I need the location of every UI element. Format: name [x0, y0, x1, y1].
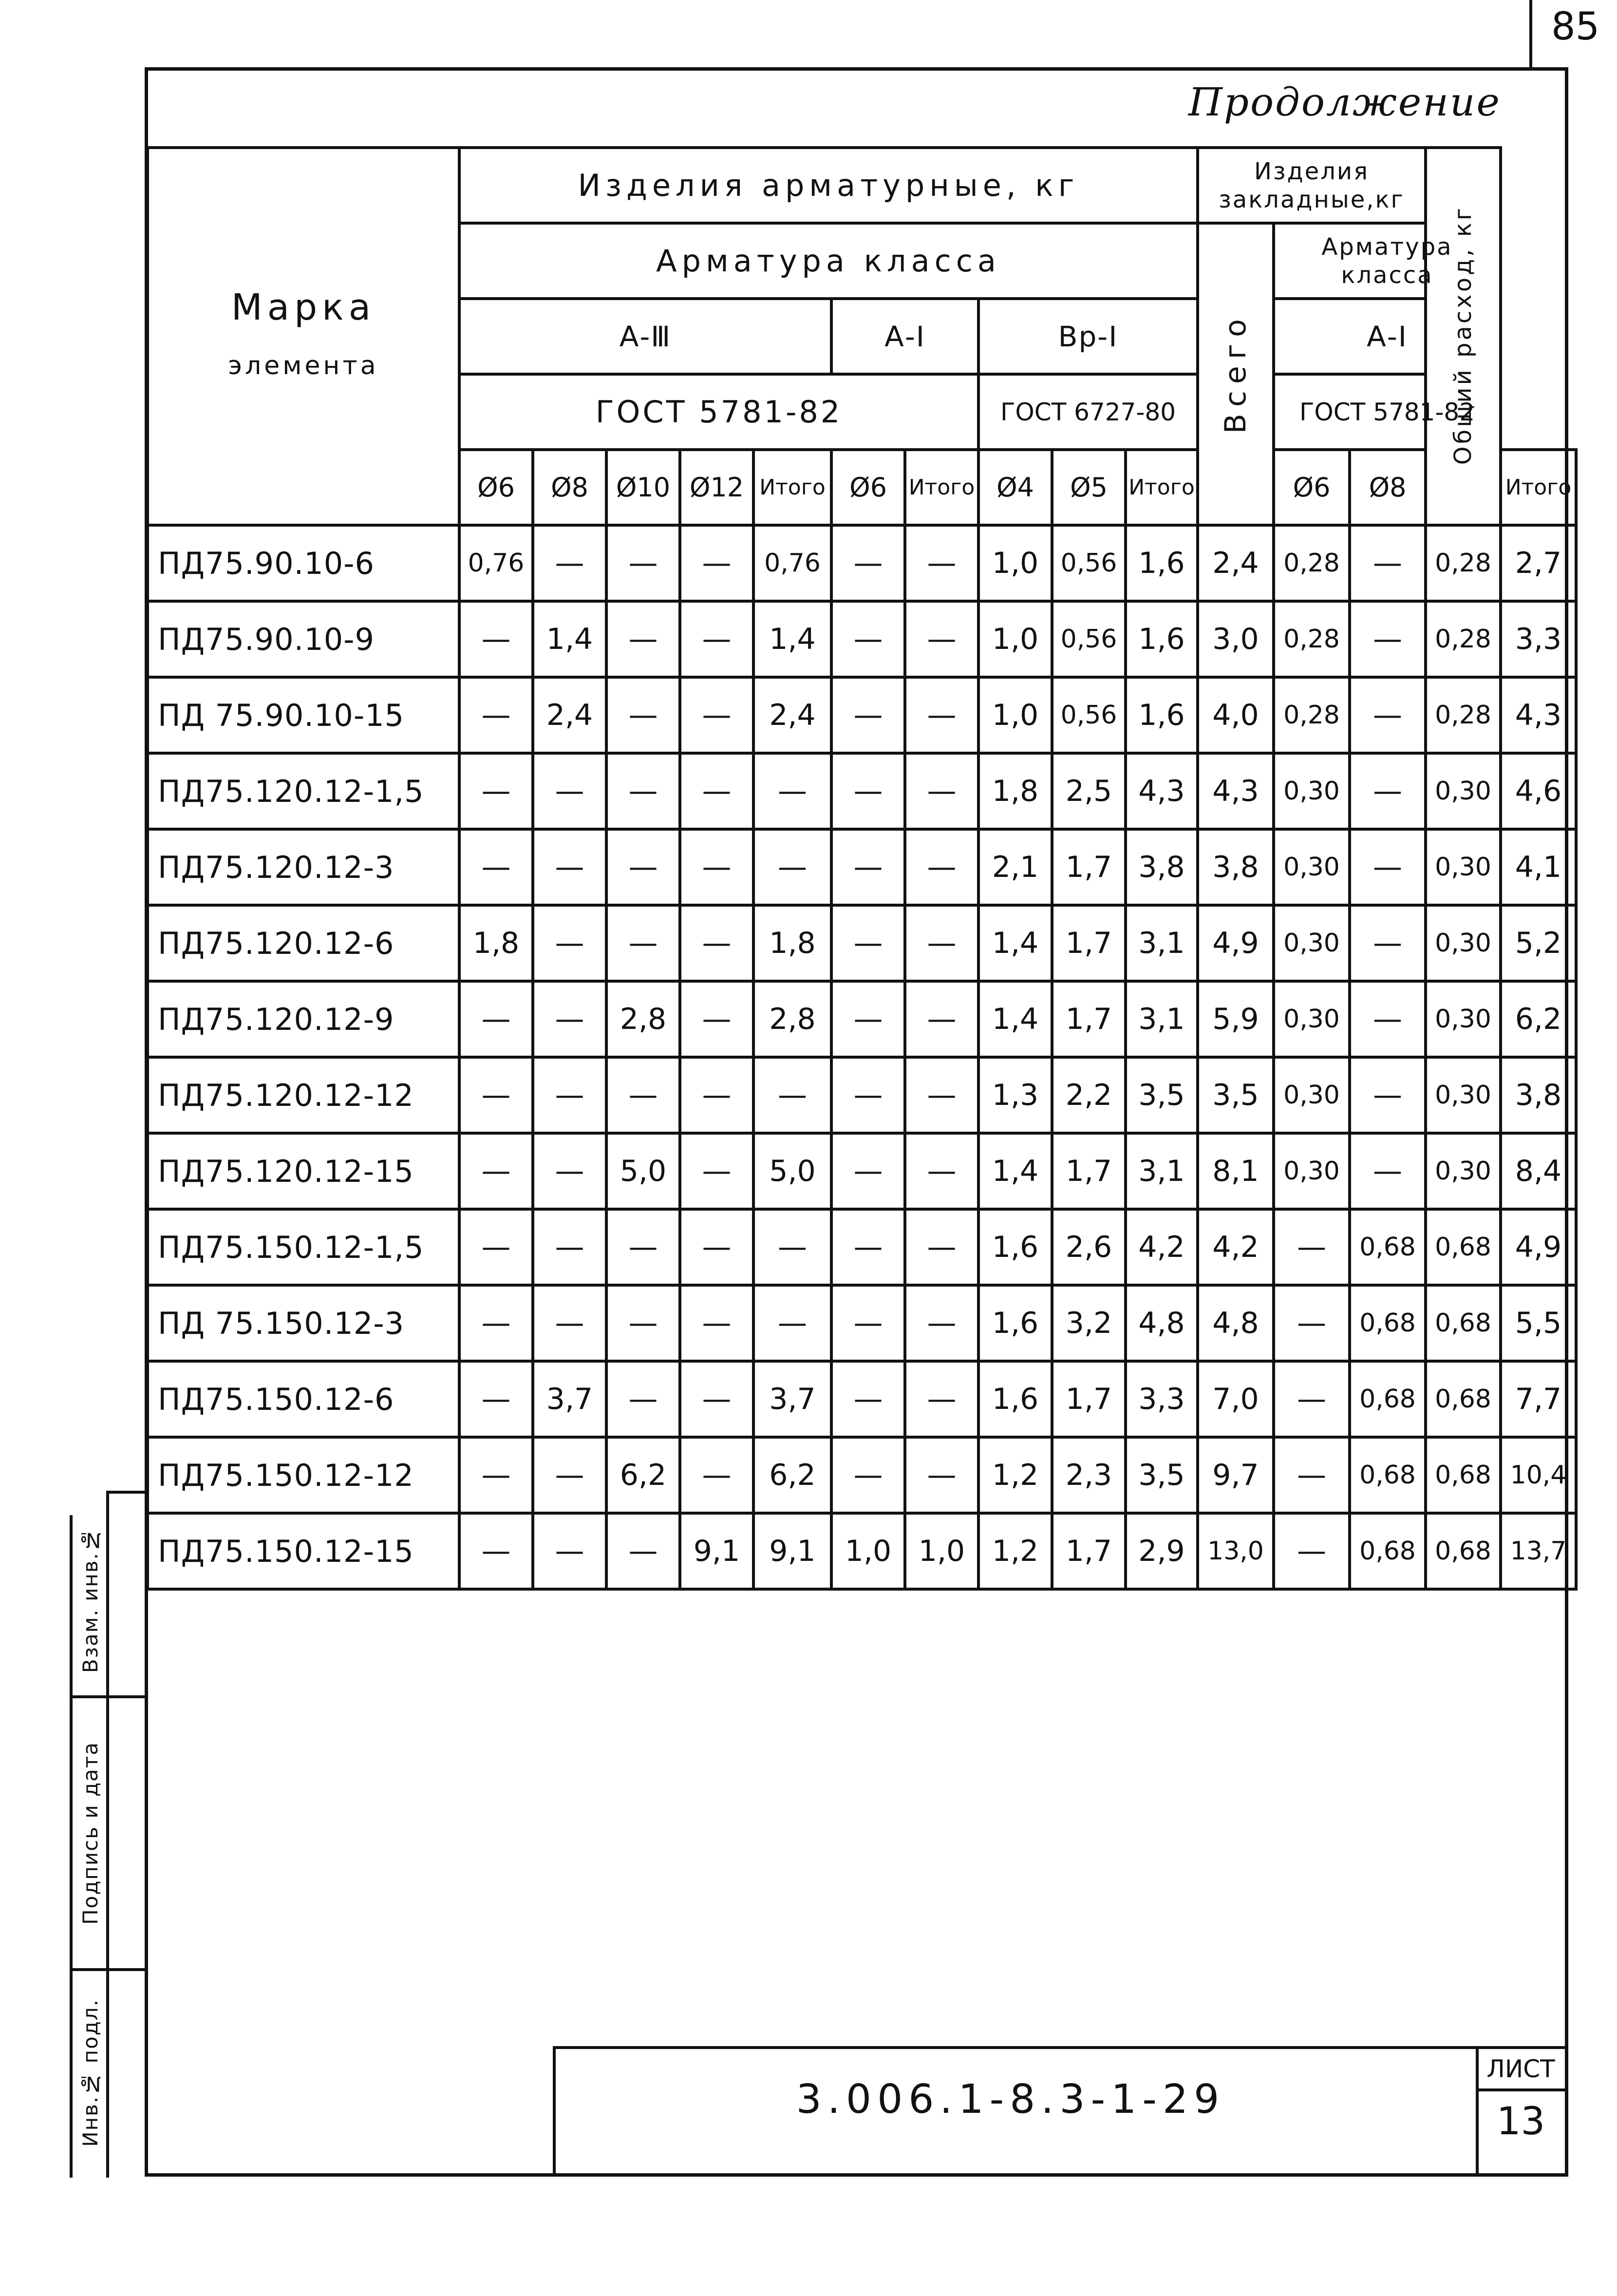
value-cell: 0,30 [1274, 981, 1350, 1057]
value-cell: — [680, 829, 753, 905]
value-cell: 1,0 [831, 1513, 905, 1589]
element-mark-cell: ПД75.120.12-9 [148, 981, 459, 1057]
value-cell: 0,30 [1426, 905, 1501, 981]
value-cell: — [1274, 1437, 1350, 1513]
value-cell: 0,76 [459, 525, 533, 601]
class-a3-header: А-Ⅲ [459, 299, 831, 374]
value-cell: 1,4 [978, 1133, 1052, 1209]
element-header: элемента [228, 351, 379, 380]
table-row [148, 677, 1576, 753]
continuation-label: Продолжение [1188, 79, 1501, 125]
reinforcement-class-emb-header: Арматура класса [1274, 223, 1501, 299]
frame-top [146, 67, 1568, 71]
value-cell: 3,1 [1126, 981, 1198, 1057]
value-cell: — [905, 981, 978, 1057]
value-cell: — [680, 905, 753, 981]
value-cell: 0,30 [1426, 829, 1501, 905]
value-cell: 0,30 [1274, 753, 1350, 829]
value-cell: 0,28 [1426, 677, 1501, 753]
value-cell: — [533, 1285, 606, 1361]
stamp-signature-date-label: Подпись и дата [78, 1741, 102, 1925]
value-cell: 2,5 [1052, 753, 1126, 829]
value-cell: 0,28 [1274, 525, 1350, 601]
subheader-cell: Ø6 [1274, 450, 1350, 525]
value-cell: 0,68 [1350, 1513, 1426, 1589]
value-cell: — [606, 1513, 680, 1589]
subheader-cell: Ø10 [606, 450, 680, 525]
value-cell: 3,7 [753, 1361, 831, 1437]
value-cell: — [1350, 1133, 1426, 1209]
value-cell: — [1350, 677, 1426, 753]
value-cell: 0,68 [1426, 1209, 1501, 1285]
value-cell: 4,8 [1126, 1285, 1198, 1361]
total-all-header: Всего [1219, 312, 1253, 434]
value-cell: 0,28 [1274, 601, 1350, 677]
value-cell: 1,7 [1052, 1133, 1126, 1209]
element-mark-cell: ПД 75.90.10-15 [148, 677, 459, 753]
subheader-cell: Ø12 [680, 450, 753, 525]
value-cell: 0,56 [1052, 677, 1126, 753]
value-cell: — [831, 525, 905, 601]
header-row-1 [148, 148, 1576, 223]
value-cell: 0,30 [1274, 1133, 1350, 1209]
table-row [148, 753, 1576, 829]
value-cell: 3,5 [1198, 1057, 1274, 1133]
value-cell: — [1350, 525, 1426, 601]
table-row [148, 1361, 1576, 1437]
value-cell: 0,30 [1426, 981, 1501, 1057]
value-cell: 0,28 [1426, 601, 1501, 677]
value-cell: 5,9 [1198, 981, 1274, 1057]
value-cell: — [905, 1057, 978, 1133]
value-cell: 0,56 [1052, 525, 1126, 601]
value-cell: — [831, 1361, 905, 1437]
value-cell: 10,4 [1501, 1437, 1576, 1513]
value-cell: 0,76 [753, 525, 831, 601]
value-cell: 1,0 [978, 601, 1052, 677]
value-cell: — [753, 829, 831, 905]
value-cell: 1,4 [533, 601, 606, 677]
value-cell: 1,6 [1126, 525, 1198, 601]
value-cell: 1,8 [459, 905, 533, 981]
value-cell: — [533, 1133, 606, 1209]
subheader-cell: Ø8 [1350, 450, 1426, 525]
value-cell: — [606, 601, 680, 677]
value-cell: — [606, 829, 680, 905]
value-cell: 6,2 [1501, 981, 1576, 1057]
value-cell: 1,4 [753, 601, 831, 677]
value-cell: — [753, 1057, 831, 1133]
value-cell: 1,3 [978, 1057, 1052, 1133]
value-cell: — [459, 1209, 533, 1285]
value-cell: 4,3 [1126, 753, 1198, 829]
value-cell: 1,6 [978, 1285, 1052, 1361]
element-mark-cell: ПД75.90.10-9 [148, 601, 459, 677]
value-cell: 1,7 [1052, 1361, 1126, 1437]
value-cell: 0,30 [1426, 1133, 1501, 1209]
value-cell: — [831, 677, 905, 753]
value-cell: 0,68 [1350, 1361, 1426, 1437]
value-cell: — [680, 753, 753, 829]
subheader-cell: Ø6 [831, 450, 905, 525]
value-cell: 2,9 [1126, 1513, 1198, 1589]
mark-header-cell [148, 148, 459, 525]
value-cell: 2,8 [753, 981, 831, 1057]
table-row [148, 1209, 1576, 1285]
titleblock-top [553, 2046, 1568, 2049]
class-a1-header: А-I [831, 299, 978, 374]
value-cell: — [1274, 1361, 1350, 1437]
value-cell: 3,8 [1126, 829, 1198, 905]
value-cell: — [1274, 1209, 1350, 1285]
value-cell: 4,2 [1126, 1209, 1198, 1285]
element-mark-cell: ПД75.90.10-6 [148, 525, 459, 601]
table-row [148, 905, 1576, 981]
gost-6727-header: ГОСТ 6727-80 [978, 374, 1198, 450]
value-cell: — [905, 601, 978, 677]
value-cell: 5,5 [1501, 1285, 1576, 1361]
value-cell: 6,2 [753, 1437, 831, 1513]
value-cell: — [606, 1285, 680, 1361]
value-cell: — [680, 1209, 753, 1285]
value-cell: — [753, 1285, 831, 1361]
value-cell: — [1350, 753, 1426, 829]
value-cell: 4,8 [1198, 1285, 1274, 1361]
value-cell: 9,1 [680, 1513, 753, 1589]
value-cell: 3,3 [1126, 1361, 1198, 1437]
value-cell: — [680, 1361, 753, 1437]
stamp-inv-orig [73, 1973, 107, 2173]
value-cell: — [680, 525, 753, 601]
value-cell: 1,6 [1126, 677, 1198, 753]
value-cell: 4,2 [1198, 1209, 1274, 1285]
reinforcement-products-header: Изделия арматурные, кг [459, 148, 1198, 223]
value-cell: — [905, 905, 978, 981]
value-cell: — [905, 1209, 978, 1285]
table-row [148, 1437, 1576, 1513]
value-cell: 2,8 [606, 981, 680, 1057]
value-cell: — [905, 677, 978, 753]
value-cell: 2,4 [533, 677, 606, 753]
value-cell: — [533, 753, 606, 829]
value-cell: — [905, 1361, 978, 1437]
value-cell: 3,5 [1126, 1437, 1198, 1513]
value-cell: — [753, 1209, 831, 1285]
subheader-cell: Ø4 [978, 450, 1052, 525]
value-cell: 1,6 [978, 1361, 1052, 1437]
value-cell: — [1350, 1057, 1426, 1133]
value-cell: 0,68 [1350, 1285, 1426, 1361]
value-cell: 3,7 [533, 1361, 606, 1437]
value-cell: 1,8 [753, 905, 831, 981]
value-cell: 1,2 [978, 1513, 1052, 1589]
table-row [148, 525, 1576, 601]
value-cell: 1,6 [1126, 601, 1198, 677]
value-cell: 0,30 [1426, 753, 1501, 829]
value-cell: — [831, 1285, 905, 1361]
value-cell: — [533, 1513, 606, 1589]
value-cell: 4,3 [1501, 677, 1576, 753]
value-cell: — [533, 829, 606, 905]
value-cell: — [831, 1057, 905, 1133]
value-cell: — [1274, 1513, 1350, 1589]
value-cell: 2,4 [753, 677, 831, 753]
value-cell: — [606, 753, 680, 829]
value-cell: — [606, 1057, 680, 1133]
subheader-cell: Ø6 [459, 450, 533, 525]
value-cell: 4,1 [1501, 829, 1576, 905]
value-cell: — [905, 1285, 978, 1361]
value-cell: 1,2 [978, 1437, 1052, 1513]
value-cell: — [905, 753, 978, 829]
value-cell: 4,3 [1198, 753, 1274, 829]
value-cell: — [606, 1209, 680, 1285]
value-cell: — [606, 905, 680, 981]
element-mark-cell: ПД75.150.12-1,5 [148, 1209, 459, 1285]
value-cell: — [831, 601, 905, 677]
value-cell: — [680, 677, 753, 753]
value-cell: — [533, 1209, 606, 1285]
value-cell: — [831, 1437, 905, 1513]
value-cell: 3,3 [1501, 601, 1576, 677]
value-cell: — [459, 677, 533, 753]
subheader-cell: Итого [905, 450, 978, 525]
value-cell: 13,0 [1198, 1513, 1274, 1589]
stamp-hline-1 [106, 1491, 148, 1494]
value-cell: 13,7 [1501, 1513, 1576, 1589]
value-cell: 0,68 [1426, 1513, 1501, 1589]
element-mark-cell: ПД75.120.12-3 [148, 829, 459, 905]
value-cell: 3,5 [1126, 1057, 1198, 1133]
value-cell: — [459, 829, 533, 905]
value-cell: 8,1 [1198, 1133, 1274, 1209]
value-cell: 3,8 [1501, 1057, 1576, 1133]
table-row [148, 1133, 1576, 1209]
subheader-cell: Ø8 [533, 450, 606, 525]
value-cell: — [680, 1285, 753, 1361]
value-cell: 9,7 [1198, 1437, 1274, 1513]
subheader-cell: Ø5 [1052, 450, 1126, 525]
value-cell: 1,8 [978, 753, 1052, 829]
table-body [148, 525, 1576, 1589]
value-cell: — [905, 829, 978, 905]
value-cell: — [1350, 601, 1426, 677]
value-cell: 4,9 [1501, 1209, 1576, 1285]
value-cell: 1,4 [978, 905, 1052, 981]
value-cell: — [533, 1437, 606, 1513]
mark-header: Марка [231, 286, 376, 328]
value-cell: 2,7 [1501, 525, 1576, 601]
value-cell: 0,68 [1426, 1437, 1501, 1513]
stamp-signature-date [73, 1700, 107, 1966]
element-mark-cell: ПД75.150.12-12 [148, 1437, 459, 1513]
value-cell: — [831, 905, 905, 981]
value-cell: 4,0 [1198, 677, 1274, 753]
value-cell: — [533, 1057, 606, 1133]
stamp-inv-orig-label: Инв.№ подл. [78, 1999, 102, 2147]
value-cell: — [680, 981, 753, 1057]
value-cell: — [831, 1133, 905, 1209]
value-cell: 0,68 [1350, 1209, 1426, 1285]
value-cell: — [680, 601, 753, 677]
value-cell: 2,3 [1052, 1437, 1126, 1513]
value-cell: 7,7 [1501, 1361, 1576, 1437]
value-cell: 1,6 [978, 1209, 1052, 1285]
value-cell: — [459, 1361, 533, 1437]
value-cell: 0,30 [1426, 1057, 1501, 1133]
value-cell: 7,0 [1198, 1361, 1274, 1437]
document-code: 3.006.1-8.3-1-29 [796, 2076, 1225, 2123]
value-cell: — [831, 829, 905, 905]
value-cell: — [905, 1437, 978, 1513]
value-cell: — [1350, 905, 1426, 981]
value-cell: — [680, 1437, 753, 1513]
value-cell: — [606, 1361, 680, 1437]
value-cell: 1,7 [1052, 981, 1126, 1057]
element-mark-cell: ПД75.120.12-15 [148, 1133, 459, 1209]
value-cell: 2,6 [1052, 1209, 1126, 1285]
element-mark-cell: ПД75.120.12-1,5 [148, 753, 459, 829]
value-cell: — [459, 1057, 533, 1133]
value-cell: — [831, 1209, 905, 1285]
value-cell: — [680, 1057, 753, 1133]
table-row [148, 1057, 1576, 1133]
value-cell: 6,2 [606, 1437, 680, 1513]
reinforcement-table [146, 146, 1578, 1591]
value-cell: — [533, 905, 606, 981]
value-cell: 0,68 [1426, 1361, 1501, 1437]
element-mark-cell: ПД75.150.12-15 [148, 1513, 459, 1589]
sheet-number: 13 [1496, 2100, 1545, 2144]
page-number-divider [1529, 0, 1532, 68]
value-cell: 8,4 [1501, 1133, 1576, 1209]
value-cell: 2,4 [1198, 525, 1274, 601]
value-cell: — [459, 1437, 533, 1513]
value-cell: 9,1 [753, 1513, 831, 1589]
value-cell: 2,1 [978, 829, 1052, 905]
value-cell: 0,68 [1350, 1437, 1426, 1513]
value-cell: 0,28 [1274, 677, 1350, 753]
element-mark-cell: ПД75.150.12-6 [148, 1361, 459, 1437]
subheader-cell: Итого [1126, 450, 1198, 525]
subheader-cell: Итого [1501, 450, 1576, 525]
value-cell: 0,30 [1274, 1057, 1350, 1133]
value-cell: — [459, 753, 533, 829]
value-cell: — [459, 1513, 533, 1589]
value-cell: — [533, 525, 606, 601]
value-cell: — [905, 1133, 978, 1209]
sheet-label: ЛИСТ [1486, 2055, 1555, 2083]
value-cell: 1,0 [978, 525, 1052, 601]
value-cell: 3,1 [1126, 1133, 1198, 1209]
value-cell: — [753, 753, 831, 829]
stamp-vline-outer [70, 1515, 73, 2178]
value-cell: — [459, 1133, 533, 1209]
value-cell: 0,30 [1274, 905, 1350, 981]
page-number: 85 [1551, 5, 1600, 49]
element-mark-cell: ПД 75.150.12-3 [148, 1285, 459, 1361]
stamp-inv-replace [73, 1510, 107, 1690]
value-cell: 4,9 [1198, 905, 1274, 981]
value-cell: 0,68 [1426, 1285, 1501, 1361]
value-cell: 2,2 [1052, 1057, 1126, 1133]
stamp-inv-replace-label: Взам. инв.№ [78, 1527, 102, 1673]
class-a1-emb-header: А-I [1274, 299, 1501, 374]
value-cell: 1,0 [978, 677, 1052, 753]
value-cell: — [1350, 829, 1426, 905]
stamp-hline-3 [70, 1968, 148, 1971]
gost-5781-header: ГОСТ 5781-82 [459, 374, 978, 450]
table-row [148, 829, 1576, 905]
element-mark-cell: ПД75.120.12-6 [148, 905, 459, 981]
value-cell: 3,0 [1198, 601, 1274, 677]
value-cell: — [459, 601, 533, 677]
value-cell: 5,0 [753, 1133, 831, 1209]
gost-5781-emb-header: ГОСТ 5781-82 [1274, 374, 1501, 450]
value-cell: 1,7 [1052, 1513, 1126, 1589]
value-cell: 1,7 [1052, 829, 1126, 905]
table-row [148, 981, 1576, 1057]
value-cell: — [905, 525, 978, 601]
total-all-cell [1198, 223, 1274, 525]
value-cell: — [680, 1133, 753, 1209]
frame-bottom [145, 2173, 1568, 2177]
value-cell: 1,0 [905, 1513, 978, 1589]
subheader-cell: Итого [753, 450, 831, 525]
value-cell: 3,8 [1198, 829, 1274, 905]
value-cell: — [1274, 1285, 1350, 1361]
value-cell: — [831, 753, 905, 829]
value-cell: 3,2 [1052, 1285, 1126, 1361]
embedded-products-header: Изделия закладные,кг [1198, 148, 1426, 223]
value-cell: 3,1 [1126, 905, 1198, 981]
value-cell: 0,30 [1274, 829, 1350, 905]
value-cell: — [459, 1285, 533, 1361]
value-cell: — [459, 981, 533, 1057]
reinforcement-class-header: Арматура класса [459, 223, 1198, 299]
value-cell: 5,0 [606, 1133, 680, 1209]
value-cell: 1,7 [1052, 905, 1126, 981]
value-cell: — [606, 677, 680, 753]
class-bp1-header: Вр-I [978, 299, 1198, 374]
table-row [148, 1513, 1576, 1589]
value-cell: — [1350, 981, 1426, 1057]
value-cell: 4,6 [1501, 753, 1576, 829]
value-cell: — [831, 981, 905, 1057]
value-cell: — [533, 981, 606, 1057]
value-cell: — [606, 525, 680, 601]
table-row [148, 601, 1576, 677]
total-consumption-header: Общий расход, кг [1449, 206, 1477, 465]
value-cell: 5,2 [1501, 905, 1576, 981]
value-cell: 0,28 [1426, 525, 1501, 601]
value-cell: 0,56 [1052, 601, 1126, 677]
value-cell: 1,4 [978, 981, 1052, 1057]
element-mark-cell: ПД75.120.12-12 [148, 1057, 459, 1133]
stamp-hline-2 [70, 1695, 148, 1698]
table-row [148, 1285, 1576, 1361]
